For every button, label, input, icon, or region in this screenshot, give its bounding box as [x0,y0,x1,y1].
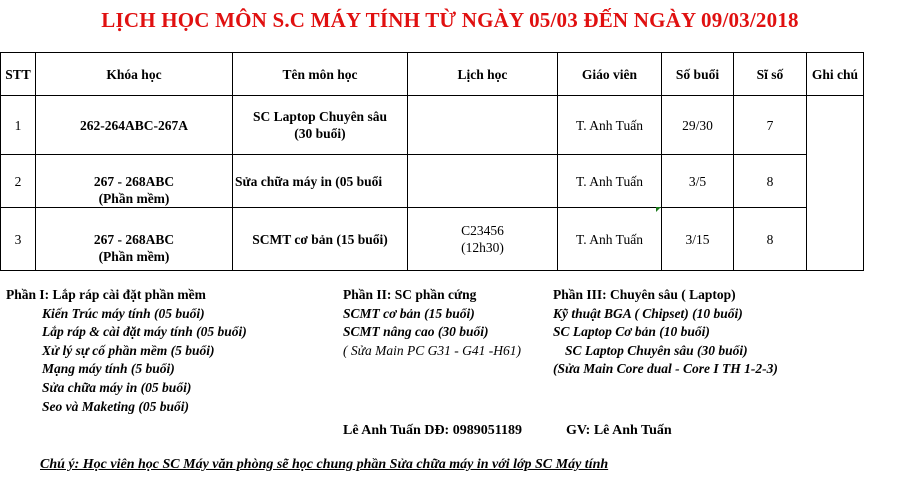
part1-item: Mạng máy tính (5 buổi) [42,361,175,377]
table-header-row [1,53,864,96]
part2-item: SCMT cơ bản (15 buổi) [343,305,475,321]
schedule-line: (12h30) [461,240,504,255]
part3-item: SC Laptop Cơ bản (10 buổi) [553,324,710,340]
part3-heading: Phần III: Chuyên sâu ( Laptop) [553,287,736,302]
footer-note: Chú ý: Học viên học SC Máy văn phòng sẽ học chung phần Sửa chữa máy in với lớp SC Máy tính [40,457,609,472]
cell-size: 8 [734,155,807,208]
part3-item: SC Laptop Chuyên sâu (30 buổi) [565,342,748,358]
cell-teacher: T. Anh Tuấn [558,208,662,271]
contact-line [343,423,672,439]
schedule-line: C23456 [461,223,504,238]
cell-schedule [408,208,558,271]
part2-item: SCMT nâng cao (30 buổi) [343,324,489,340]
comment-marker-icon [656,207,661,212]
part2-subnote: ( Sửa Main PC G31 - G41 -H61) [343,342,521,358]
part1-item: Kiến Trúc máy tính (05 buổi) [42,305,205,321]
cell-subject: SCMT cơ bản (15 buổi) [233,208,408,271]
header-subject: Tên môn học [233,53,408,96]
page-title: LỊCH HỌC MÔN S.C MÁY TÍNH TỪ NGÀY 05/03 ĐẾN NGÀY 09/03/2018 [101,8,799,32]
cell-size: 7 [734,96,807,155]
header-note: Ghi chú [807,53,864,96]
cell-stt: 3 [1,208,36,271]
part1-section [6,286,247,416]
schedule-table [0,52,864,271]
subject-line: (30 buổi) [294,126,346,141]
part3-item: (Sửa Main Core dual - Core I TH 1-2-3) [553,361,778,377]
header-teacher: Giáo viên [558,53,662,96]
subject-line: SC Laptop Chuyên sâu [253,109,387,124]
course-line: 262-264ABC-267A [80,117,188,133]
part1-item: Lắp ráp & cài đặt máy tính (05 buổi) [42,324,247,340]
part2-section [343,286,521,360]
header-schedule: Lịch học [408,53,558,96]
cell-subject: Sửa chữa máy in (05 buổi [233,155,408,208]
cell-note [807,96,864,271]
cell-course [36,155,233,208]
cell-course [36,96,233,155]
cell-course [36,208,233,271]
contact-phone: Lê Anh Tuấn DĐ: 0989051189 [343,423,522,438]
cell-teacher: T. Anh Tuấn [558,155,662,208]
table-row [1,96,864,155]
header-size: Sĩ số [734,53,807,96]
part1-item: Sửa chữa máy in (05 buổi) [42,379,192,395]
part1-heading: Phần I: Lắp ráp cài đặt phần mềm [6,287,206,302]
course-line: 267 - 268ABC [93,174,175,189]
cell-stt: 1 [1,96,36,155]
course-line: 267 - 268ABC [93,232,175,247]
header-sessions: Số buổi [662,53,734,96]
header-course: Khóa học [36,53,233,96]
cell-stt: 2 [1,155,36,208]
cell-subject [233,96,408,155]
table-row [1,208,864,271]
course-line: (Phần mềm) [98,191,170,206]
contact-teacher: GV: Lê Anh Tuấn [565,423,672,438]
course-line: (Phần mềm) [98,249,170,264]
cell-teacher: T. Anh Tuấn [558,96,662,155]
cell-sessions: 3/5 [662,155,734,208]
cell-sessions: 3/15 [662,208,734,271]
cell-schedule [408,155,558,208]
part3-item: Kỹ thuật BGA ( Chipset) (10 buổi) [553,305,743,321]
part3-section [553,286,778,379]
cell-size: 8 [734,208,807,271]
table-row [1,155,864,208]
part1-item: Xử lý sự cố phần mềm (5 buổi) [42,342,215,358]
part2-heading: Phần II: SC phần cứng [343,287,477,302]
cell-schedule [408,96,558,155]
part1-item: Seo và Maketing (05 buổi) [42,398,189,414]
header-stt: STT [1,53,36,96]
cell-sessions: 29/30 [662,96,734,155]
